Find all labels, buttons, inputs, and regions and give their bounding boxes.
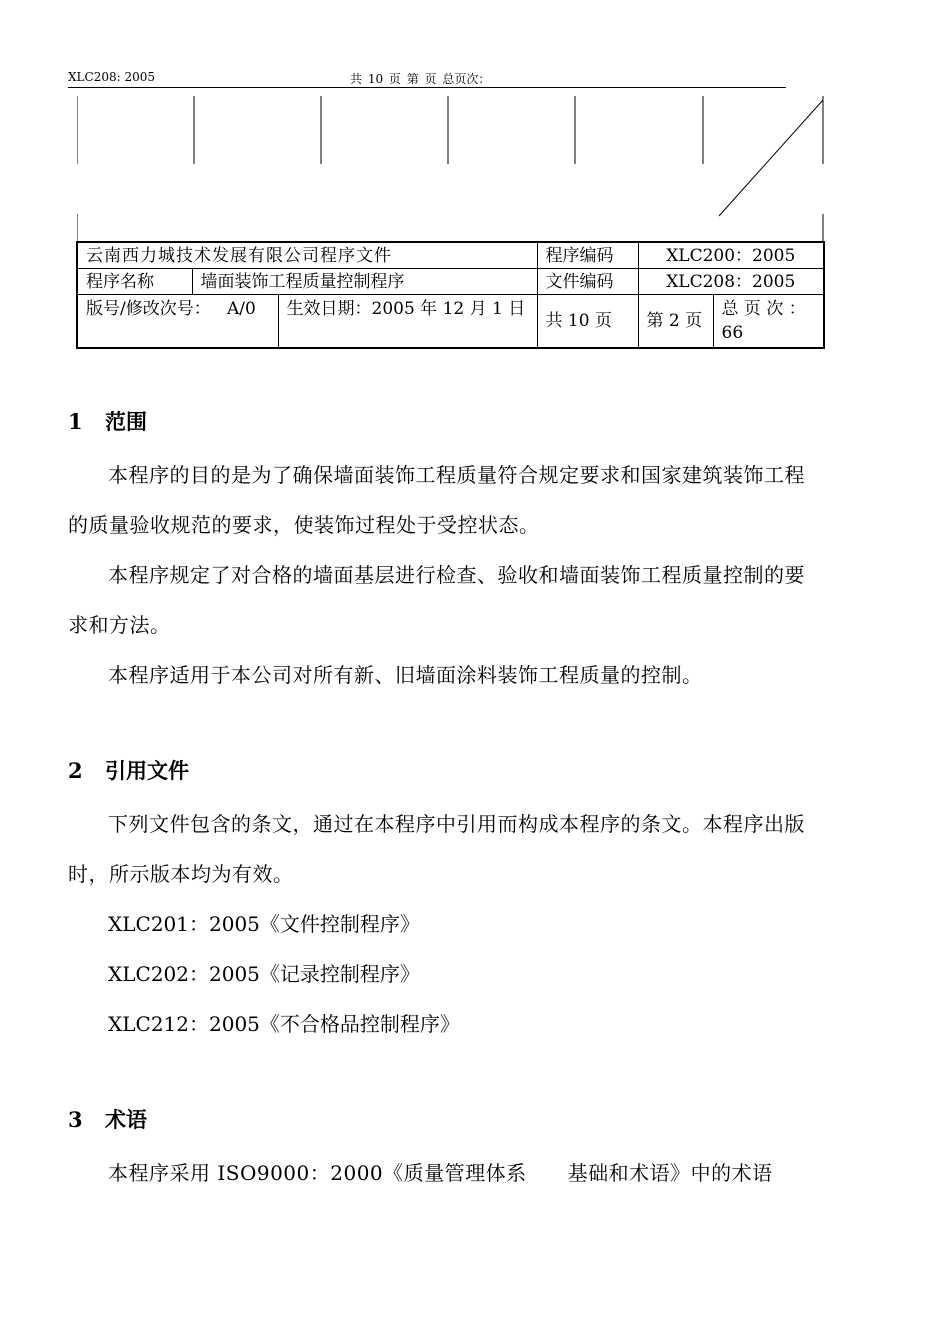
total-count-cell [713,295,824,349]
program-code-value: XLC200：2005 [638,242,824,269]
file-code-label: 文件编码 [537,269,638,295]
document-info-table [76,241,825,349]
current-page: 第 2 页 [638,295,713,349]
section-1-para-2: 本程序规定了对合格的墙面基层进行检查、验收和墙面装饰工程质量控制的要求和方法。 [68,563,805,637]
document-body [68,400,816,1198]
program-name-value: 墙面装饰工程质量控制程序 [192,269,537,295]
approval-grid [77,96,824,241]
header-pages-info: 共 10 页 第 页 总页次： [350,72,491,86]
section-3-number: 3 [68,1107,83,1132]
version-value: A/0 [226,299,256,319]
version-label: 版号/修改次号： [86,299,211,319]
reference-item-2: XLC202：2005《记录控制程序》 [108,962,420,986]
section-2-title: 引用文件 [105,759,189,783]
header-doc-code: XLC208: 2005 [68,70,155,84]
section-3-title: 术语 [105,1108,147,1132]
section-1-number: 1 [68,409,83,434]
effective-date: 生效日期：2005 年 12 月 1 日 [278,295,537,349]
company-doc-title: 云南西力城技术发展有限公司程序文件 [77,242,537,269]
running-header [68,69,786,88]
reference-item-3: XLC212：2005《不合格品控制程序》 [108,1012,460,1036]
section-1-para-1: 本程序的目的是为了确保墙面装饰工程质量符合规定要求和国家建筑装饰工程的质量验收规范的要求，使装饰过程处于受控状态。 [68,463,805,537]
file-code-value: XLC208：2005 [638,269,824,295]
program-code-label: 程序编码 [537,242,638,269]
total-count-value: 66 [721,323,744,343]
total-pages: 共 10 页 [537,295,638,349]
approval-grid-lines [77,96,824,241]
program-name-label: 程序名称 [77,269,192,295]
section-3-heading [68,1098,816,1148]
reference-item-1: XLC201：2005《文件控制程序》 [108,912,420,936]
section-3-para-1: 本程序采用 ISO9000：2000《质量管理体系 基础和术语》中的术语 [108,1161,773,1185]
section-1-title: 范围 [105,410,147,434]
section-1-heading [68,400,816,450]
section-1-para-3: 本程序适用于本公司对所有新、旧墙面涂料装饰工程质量的控制。 [108,663,703,687]
section-2-para-1: 下列文件包含的条文，通过在本程序中引用而构成本程序的条文。本程序出版时，所示版本均为有效。 [68,812,805,886]
section-2-number: 2 [68,758,83,783]
section-2-heading [68,749,816,799]
version-cell [77,295,278,349]
total-count-label: 总 页 次 ： [721,299,806,319]
